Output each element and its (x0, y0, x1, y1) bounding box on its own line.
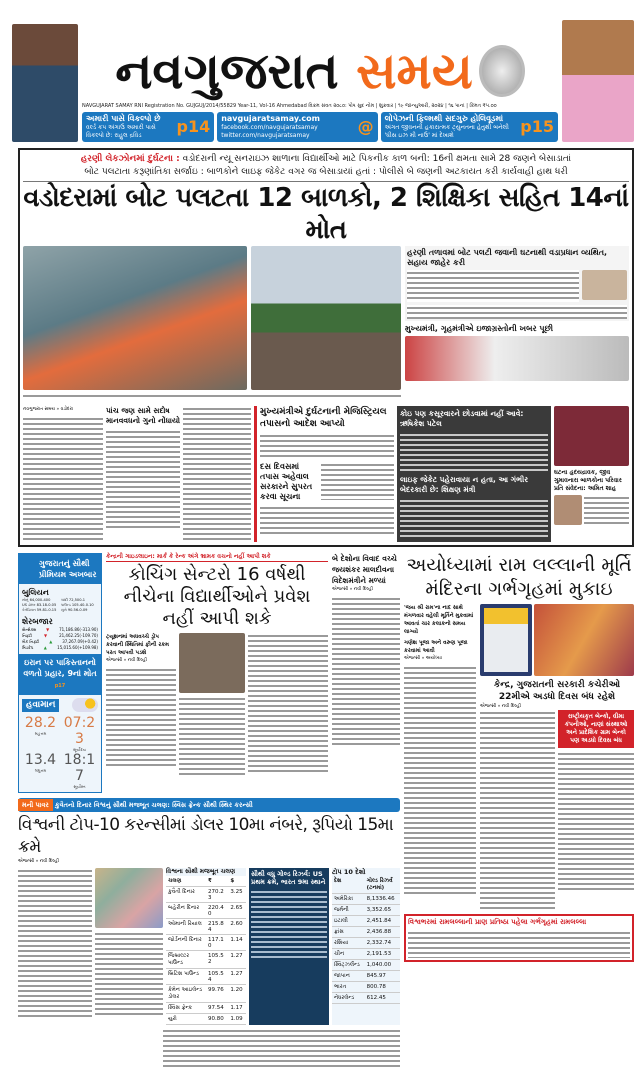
share-market-label: શેરબજાર (22, 617, 53, 626)
table-cell: યુરો (166, 1014, 206, 1025)
table-cell: 220.40 (206, 903, 228, 919)
gold-reserve-box (249, 868, 329, 1025)
table-row (166, 969, 246, 985)
ayodhya-story (404, 553, 634, 1068)
table-row (332, 938, 400, 949)
table-cell: 1,040.00 (365, 960, 400, 971)
table-cell: જર્મની (332, 905, 365, 916)
twitter-link[interactable]: twitter.com/navgujaratsamay (221, 132, 310, 139)
inquiry-body (260, 433, 394, 459)
table-row (166, 1003, 246, 1014)
masthead (0, 0, 640, 142)
cm-photo (405, 336, 629, 381)
promo-website[interactable] (217, 112, 377, 142)
table-cell: 117.10 (206, 935, 228, 951)
red-rule (254, 406, 394, 542)
table-title: વિશ્વના સૌથી મજબૂત ચલણ (166, 868, 246, 876)
right-sidebar (405, 246, 629, 400)
gold-body (251, 889, 327, 961)
lead-body-col1 (23, 416, 103, 540)
weather-value: 18:17 (63, 752, 96, 784)
coaching-byline: એજન્સી » નવી દિલ્હી (106, 658, 148, 663)
table-cell: 215.84 (206, 919, 228, 935)
jaishankar-byline: એજન્સી » નવી દિલ્હી (332, 587, 374, 592)
coaching-body-3 (179, 696, 245, 776)
coaching-story (106, 553, 328, 793)
table-cell: બહેરીન દિનાર (166, 903, 206, 919)
table-cell: ઓમાની રિયાલ (166, 919, 206, 935)
table-row (332, 960, 400, 971)
table-cell: નેધરલેન્ડ (332, 993, 365, 1004)
table-cell: સ્વિસ ફ્રેન્ક (166, 1003, 206, 1014)
table-cell: 105.54 (206, 969, 228, 985)
table-cell: રશિયા (332, 938, 365, 949)
lead-col1 (23, 406, 103, 542)
sub-headline-inquiry[interactable]: મુખ્યમંત્રીએ દુર્ઘટનાની મેજિસ્ટ્રિયલ તપાસનો આદેશ આપ્યો (260, 407, 387, 429)
down-arrow-icon: ▼ (44, 633, 48, 638)
lead-col3 (183, 406, 251, 542)
up-arrow-icon: ▲ (49, 639, 53, 644)
table-cell: જોર્ડનની દિનાર (166, 935, 206, 951)
table-cell: 99.76 (206, 985, 228, 1003)
coaching-body (248, 633, 328, 773)
table-row (332, 916, 400, 927)
promo-sub: વર્લ્ડ કપ અંગાઉ અમારી પાસે વિકલ્પો છે: રાહુલ દ્રવિડ (86, 124, 156, 139)
table-row (166, 985, 246, 1003)
weather-label: હવામાન (22, 699, 59, 712)
pm-body (407, 270, 579, 302)
share-value: 71,186.86(-313.90) (59, 627, 98, 632)
celebrity-photo (562, 20, 634, 142)
ayodhya-point1: 'જય શ્રી રામ'ના નાદ સાથે મંગળવાર વહેલી મૂર્તિને મુકવામાં આવતાં ચાર કલાકનો સમય લાગ્યો (404, 605, 474, 635)
inquiry-body-2 (260, 505, 394, 535)
lead-photos (23, 246, 401, 400)
coaching-headline[interactable]: કોચિંગ સેન્ટરો 16 વર્ષથી નીચેના વિદ્યાર્થીઓને પ્રવેશ નહીં આપી શકે (123, 564, 311, 629)
second-row (18, 553, 400, 793)
weather-max (21, 715, 60, 752)
weather-label-text: સૂર્યોદય (73, 747, 86, 752)
bottom-box-body (408, 930, 630, 958)
column-header: ગોલ્ડ રિઝર્વ (ટનમાં) (365, 876, 400, 894)
table-cell: અમેરિકા (332, 894, 365, 905)
money-headline[interactable]: વિશ્વની ટોપ-10 કરન્સીમાં ડોલર 10મા નંબરે, રૂપિયો 15મા ક્રમે (18, 815, 394, 857)
table-cell: કુવૈતી દિનાર (166, 887, 206, 903)
column-header: ચલણ (166, 876, 206, 887)
minister-body (400, 432, 548, 472)
ayodhya-bottom-box (404, 914, 634, 962)
lead-top (23, 246, 629, 400)
column-header: ₹ (206, 876, 228, 887)
promo-sub: અંગત જીવનની હકારાત્મક ટ્યુનતના હેતુથી બનેલી 'ધીસ ઇઝ મી નાઉ' માં દેખાશે (384, 124, 509, 139)
jaishankar-headline[interactable]: બે દેશોના વિવાદ વચ્ચે જયશંકર માલદીવના વિદેશમંત્રીને મળ્યાં (332, 554, 397, 585)
lead-byline: નવગુજરાત સમય » વડોદરા (23, 407, 74, 412)
table-row (166, 903, 246, 919)
bullion-eur: યુરો 90.56-0.09 (61, 608, 88, 612)
weather-grid (19, 715, 101, 792)
table-cell: 1.14 (228, 935, 246, 951)
table-cell: ઇટાલી (332, 916, 365, 927)
column-header: દેશ (332, 876, 365, 894)
hospital-photo (554, 406, 629, 466)
up-arrow-icon: ▲ (43, 645, 47, 650)
table-row (166, 919, 246, 935)
left-info-box (18, 553, 102, 793)
money-kicker-bar (18, 798, 400, 812)
sub-headline-rushikesh[interactable]: કોઇ પણ કસૂરવારને છોડવામાં નહીં આવે: ઋષિકેશ પટેલ (400, 409, 524, 428)
promo-page: p15 (520, 117, 554, 136)
lead-col6 (554, 406, 629, 542)
table-cell: 270.23 (206, 887, 228, 903)
share-name: સેન્સેક્સ (22, 627, 37, 632)
table-row (166, 1014, 246, 1025)
share-value: 21,462.25(-109.70) (59, 633, 98, 638)
ayodhya-red-box: રાષ્ટ્રીયકૃત બેન્કો, વીમા કંપનીઓ, નાણાં સંસ્થાઓ અને પ્રાદેશિક ગ્રામ બેન્કો પણ અડધો દિવસ બંધ (558, 710, 634, 748)
promo-bar (82, 112, 558, 142)
gold-reserve-table (332, 868, 400, 1025)
ayodhya-headline[interactable]: અયોધ્યામાં રામ લલ્લાની મૂર્તિ મંદિરના ગર્ભગૃહમાં મુકાઇ (406, 554, 632, 600)
column-header: $ (228, 876, 246, 887)
table-cell: 1.09 (228, 1014, 246, 1025)
table-cell: 3,352.65 (365, 905, 400, 916)
lion-emblem-icon (479, 45, 525, 97)
shah-headline[interactable]: ઘટના હૃદયદ્રાવક, જીવ ગુમાવનારા બાળકોના પરિવાર પ્રતિ સંવેદના: અમિત શાહ (554, 469, 622, 492)
weather-sunrise (60, 715, 99, 752)
table-cell: 97.54 (206, 1003, 228, 1014)
promo-title: લોપેઝની ફિલ્મથી સદગુરુ હોલિવૂડમાં (384, 114, 504, 123)
weather-value: 28.2 (24, 715, 57, 731)
table-cell: 2.60 (228, 919, 246, 935)
table-row (332, 993, 400, 1004)
money-body-2 (95, 931, 163, 1017)
strong-currency-table (166, 868, 246, 1025)
weather-label-text: સૂર્યાસ્ત (73, 784, 86, 789)
lead-body-col2 (106, 429, 180, 529)
promo-hollywood[interactable] (381, 112, 558, 142)
bottom-box-title: વિશ્વભરમાં રામલલ્લાની પ્રાણ પ્રતિષ્ઠા પહેલા ગર્ભગૃહમાં રામલલ્લા (408, 918, 587, 926)
table-row (332, 949, 400, 960)
pm-box (405, 246, 629, 321)
ayodhya-body-2 (480, 710, 555, 910)
money-columns (18, 868, 400, 1025)
iran-page: p17 (54, 683, 66, 689)
share-value: 37,267.09(+0.42) (62, 639, 98, 644)
table-row (166, 935, 246, 951)
money-body-3 (163, 1028, 400, 1068)
iran-headline: ઇરાન પર પાકિસ્તાનનો વળતો પ્રહાર, 9નાં મોત (23, 658, 97, 678)
registration-line: NAVGUJARAT SAMAY RNI Registration No. GUJGUJ/2014/55829 Year-11, Vol-16 Ahmedabad વિક્રમ સંવત ૨૦૮૦: પોષ સુદ નોમ | શુક્રવાર | ૧૯ જાન્યુઆરી, ૨૦૨૪ | ૧૬ પાનાં | કિંમત ₹૫.૦૦ (82, 103, 497, 109)
kicker-label: હરણી લેકઝોનમાં દુર્ઘટના : (80, 154, 180, 164)
minister-box (397, 406, 551, 542)
premium-banner: ગુજરાતનું સૌથી પ્રીમિયમ અખબાર (19, 554, 101, 584)
table-row (332, 982, 400, 993)
education-body (400, 498, 548, 538)
logo-part1: નવગુજરાત (115, 42, 339, 100)
bullion-label: બુલિયન (22, 588, 49, 597)
table-row (332, 894, 400, 905)
weather-min (21, 752, 60, 789)
ayodhya-byline: એજન્સી » અયોધ્યા (404, 656, 442, 661)
weather-sunset (60, 752, 99, 789)
kicker-line1: વડોદરાની ન્યૂ સનરાઇઝ શાળાના વિદ્યાર્થીઓ માટે પિકનીક કાળ બની: 16ની ક્ષમતા સામે 28 જણને બેસાડાતાં (182, 154, 572, 164)
money-byline: એજન્સી » નવી દિલ્હી (18, 859, 60, 864)
weather-value: 07:23 (63, 715, 96, 747)
table-title: ટોપ 10 દેશો (332, 868, 366, 876)
rescue-photo (23, 246, 247, 390)
cm-headline[interactable]: મુખ્યમંત્રી, ગૃહમંત્રીએ ઇજાગ્રસ્તોની ખબર પૂછી (405, 324, 554, 333)
table-cell: 800.78 (365, 982, 400, 993)
currency-notes-photo (95, 868, 163, 928)
logo-part2: સમય (356, 42, 473, 100)
lead-kicker (23, 153, 629, 182)
share-name: નિફ્ટી (22, 633, 33, 638)
table-cell: 1.27 (228, 951, 246, 969)
table-row (166, 887, 246, 903)
money-section (18, 798, 400, 1068)
lead-col2 (106, 406, 180, 542)
jaishankar-body (332, 596, 400, 746)
table-cell: 1.27 (228, 969, 246, 985)
table-cell: 2.65 (228, 903, 246, 919)
table-cell: 845.97 (365, 971, 400, 982)
report-body (321, 462, 394, 500)
table-cell: બ્રિટિશ પાઉન્ડ (166, 969, 206, 985)
ayodhya-sub-byline: એજન્સી » નવી દિલ્હી (480, 704, 522, 709)
table-row (332, 905, 400, 916)
ayodhya-sub-headline[interactable]: કેન્દ્ર, ગુજરાતની સરકારી કચેરીઓ 22મીએ અડધો દિવસ બંધ રહેશે (493, 680, 621, 702)
bullion-gold: સોનું 64,000-400 (22, 598, 51, 602)
table-row (332, 927, 400, 938)
lead-story-frame (18, 148, 634, 547)
bullion-gbp: પાઉન્ડ 105.40-0.10 (61, 603, 94, 607)
iran-box[interactable] (19, 654, 101, 695)
sun-cloud-icon (72, 698, 98, 712)
table-row (166, 951, 246, 969)
lead-body-col3 (183, 406, 251, 542)
at-icon: @ (357, 117, 374, 136)
gold-title: સૌથી વધુ ગોલ્ડ રિઝર્વ: US પ્રથમ ક્રમે, ભારત 9મા સ્થાને (251, 870, 326, 886)
table-cell: 2,436.88 (365, 927, 400, 938)
pm-body-2 (407, 305, 627, 319)
kicker-line2: બોટ પલટાતા કરૂણાંતિકા સર્જાઇ : બાળકોને લાઇફ જેકેટ વગર જ બેસાડાયાં હતાં : પોલીસે બે જણની અટકાયત કરી કાર્યવાહી હાથ ધરી (84, 167, 568, 177)
ram-idol-photo (480, 604, 532, 676)
share-row (22, 645, 98, 651)
pm-headline[interactable]: હરણી તળાવમાં બોટ પલટી જવાની ઘટનાથી વડાપ્રધાન વ્યથિત, સહાય જાહેર કરી (407, 248, 608, 267)
ayodhya-point2: ગણેશ પૂજા અને વરુણ પૂજા કરવામાં આવી (404, 640, 468, 654)
share-value: 15,015.60(+109.98) (57, 645, 98, 650)
table-cell: જિબ્રાલ્ટર પાઉન્ડ (166, 951, 206, 969)
sub-headline-report[interactable]: દસ દિવસમાં તપાસ અહેવાલ સરકારને સુપરત કરવા સૂચના (260, 462, 313, 501)
masthead-center (82, 41, 558, 142)
table-cell: 612.45 (365, 993, 400, 1004)
weather-label-text: લઘુત્તમ (34, 768, 47, 773)
sub-headline-fir[interactable]: પાંચ જણ સામે સદોષ માનવવધનો ગુનો નોંધાયો (106, 406, 181, 425)
photo-caption (23, 393, 401, 400)
students-photo (179, 633, 245, 693)
money-kicker: કુવૈતનો દિનાર વિશ્વનું સૌથી મજબૂત ચલણ: સ્વિસ ફ્રેન્ક સૌથી સ્થિર કરન્સી (55, 801, 253, 809)
ceremony-photo (534, 604, 634, 676)
table-cell: 1.17 (228, 1003, 246, 1014)
facebook-link[interactable]: facebook.com/navgujaratsamay (221, 124, 318, 131)
table-cell: 8,1336.46 (365, 894, 400, 905)
table-cell: 2,451.84 (365, 916, 400, 927)
logo-row (82, 41, 558, 101)
bullion-cad: કેનેડિયન 59.81-0.15 (22, 608, 57, 612)
shah-photo (554, 495, 582, 525)
pm-photo (582, 270, 627, 300)
ayodhya-body (404, 665, 476, 895)
promo-sports[interactable] (82, 112, 214, 142)
table-cell: ભારત (332, 982, 365, 993)
ayodhya-body-3 (558, 751, 634, 891)
crane-photo (251, 246, 401, 390)
coaching-body-2 (106, 667, 176, 767)
lead-columns (23, 406, 629, 542)
bullion-list (22, 598, 98, 613)
coaching-kicker: કેન્દ્રની ગાઇડલાઇન: માર્ક કે રેન્ક અંગે ભ્રામક વચનો નહીં આપી શકે (106, 553, 328, 562)
newspaper-logo[interactable] (115, 41, 473, 101)
money-body (18, 868, 92, 1018)
sub-headline-education[interactable]: લાઇફ જેકેટ પહેરાવાયા ન હતા, આ ગંભીર બેદરકારી છે: શિક્ષણ મંત્રી (400, 475, 529, 494)
share-name: મિડકેપ (22, 645, 34, 650)
coaching-point: ટ્યૂશનમાં અધવચ્ચે ડ્રોપ કરવાની સ્થિતિમાં ફીની રકમ પરત આપવી પડશે (106, 634, 170, 656)
table-cell: 2,332.74 (365, 938, 400, 949)
table-cell: 105.52 (206, 951, 228, 969)
share-name: બેંક નિફ્ટી (22, 639, 40, 644)
lead-headline[interactable]: વડોદરામાં બોટ પલટતા 12 બાળકો, 2 શિક્ષિકા સહિત 14નાં મોત (23, 183, 629, 245)
table-cell: સ્વિટ્ઝર્લેન્ડ (332, 960, 365, 971)
table-row (332, 971, 400, 982)
share-list (22, 627, 98, 651)
jaishankar-story (332, 553, 400, 793)
weather-value: 13.4 (24, 752, 57, 768)
bullion-silver: ચાંદી 72,500-1 (61, 598, 86, 602)
table-cell: 3.25 (228, 887, 246, 903)
money-tag: મની પાવર (18, 799, 53, 811)
table-cell: 90.80 (206, 1014, 228, 1025)
lower-left (18, 553, 400, 1068)
table-cell: કેમેન આઇલેન્ડ ડોલર (166, 985, 206, 1003)
shah-body (584, 495, 629, 525)
table-cell: ફ્રાંસ (332, 927, 365, 938)
table-cell: 1.20 (228, 985, 246, 1003)
bullion-usd: US ડોલર 83.18-0.05 (22, 603, 57, 607)
table-cell: ચીન (332, 949, 365, 960)
promo-page: p14 (176, 117, 211, 136)
promo-title: અમારી પાસે વિકલ્પો છે (86, 114, 161, 123)
website-link[interactable]: navgujaratsamay.com (221, 114, 320, 123)
weather-label-text: મહત્તમ (34, 731, 47, 736)
cricket-coach-photo (12, 24, 78, 142)
table-cell: જાપાન (332, 971, 365, 982)
down-arrow-icon: ▼ (46, 627, 50, 632)
lower-section (18, 553, 634, 1068)
table-cell: 2,191.53 (365, 949, 400, 960)
